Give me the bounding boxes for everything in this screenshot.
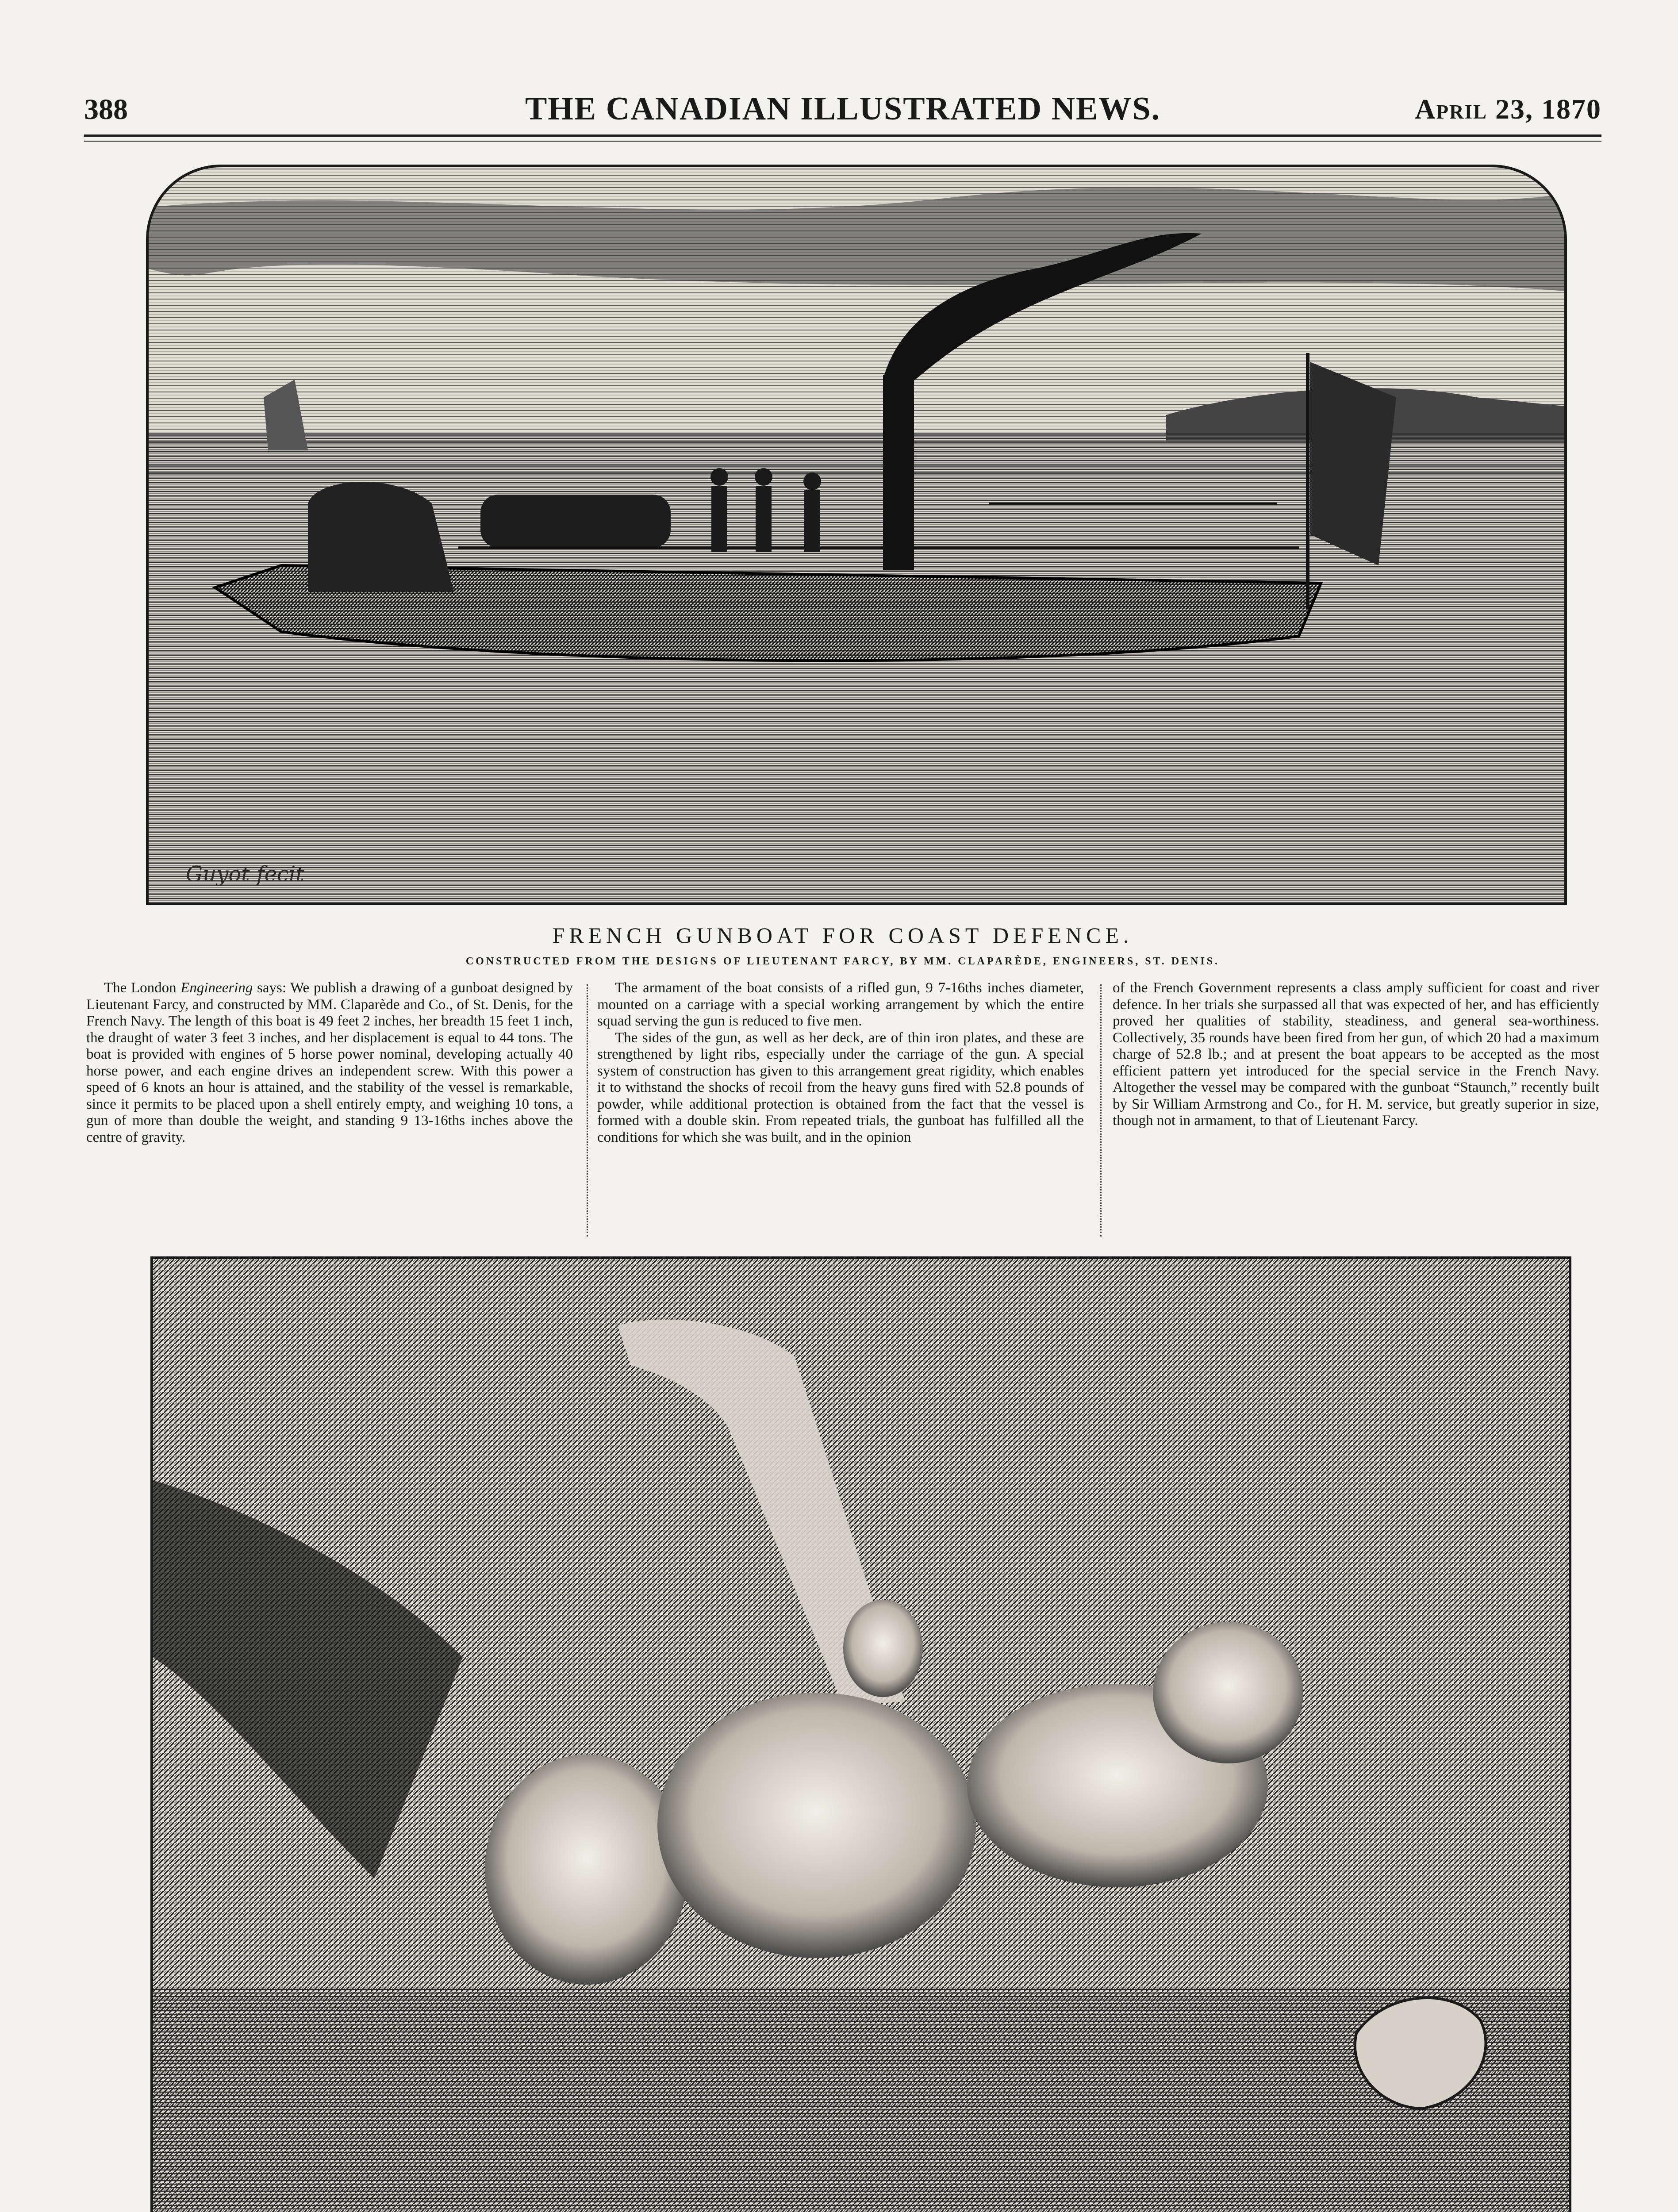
duckling-center: [657, 1693, 976, 1958]
gunboat-caption: FRENCH GUNBOAT FOR COAST DEFENCE.: [552, 923, 1133, 948]
article-paragraph: [86, 980, 573, 1146]
muddy-ground: [153, 1989, 1569, 2212]
newspaper-title: THE CANADIAN ILLUSTRATED NEWS.: [525, 91, 1161, 127]
gunboat-illustration: [149, 167, 1564, 902]
article-lead: The London: [104, 980, 181, 996]
article-column-1: [86, 980, 573, 1146]
duckling-center-head: [843, 1600, 923, 1697]
article-paragraph: The armament of the boat consists of a rifled gun, 9 7-16ths inches diameter, mounted on a carriage with a special working arrangement by which the entire squad serving the gun is reduced to five men.: [597, 980, 1084, 1029]
masthead-rule: [84, 134, 1601, 137]
source-publication: Engineering: [180, 980, 253, 996]
article-paragraph: of the French Government represents a class amply sufficient for coast and river defence. In her trials she surpassed all that was expected of her, and has efficiently proved her qualities of stability, steadiness, and general sea-worthiness. Collectively, 35 rounds have been fired from her gun, of which 20 had a maximum charge of 52.8 lb.; and at present the boat appears to be accepted as the most efficient pattern yet introduced for the special service in the French Navy. Altogether the vessel may be compared with the gunboat “Staunch,” recently built by Sir William Armstrong and Co., for H. M. service, but greatly superior in size, though not in armament, to that of Lieutenant Farcy.: [1113, 980, 1599, 1129]
article-column-2: [597, 980, 1084, 1146]
duckling-left: [485, 1755, 688, 1985]
article-paragraph: The sides of the gun, as well as her deck, are of thin iron plates, and these are strengthened by light ribs, especially under the carriage of the gun. A special system of construction has given to this arrangement great rigidity, which enables it to withstand the shocks of recoil from the heavy guns fired with 52.8 pounds of powder, while additional protection is obtained from the fact that the vessel is formed with a double skin. From repeated trials, the gunboat has fulfilled all the conditions for which she was built, and in the opinion: [597, 1029, 1084, 1145]
article-text: says: We publish a drawing of a gunboat designed by Lieutenant Farcy, and constructed by MM. Claparède and Co., of St. Denis, for the French Navy. The length of this boat is 49 feet 2 inches, her breadth 15 feet 1 inch, the draught of water 3 feet 3 inches, and her displacement is equal to 44 tons. The boat is provided with engines of 5 horse power nominal, developing actually 40 horse power, and each engine drives an independent screw. With this power a speed of 6 knots an hour is attained, and the stability of the vessel is remarkable, since it permits to be placed upon a shell entirely empty, and weighing 10 tons, a gun of more than double the weight, and standing 9 13-16ths inches above the centre of gravity.: [86, 980, 573, 1145]
issue-date: April 23, 1870: [1415, 93, 1601, 125]
article-column-3: [1113, 980, 1599, 1129]
page-number: 388: [84, 93, 128, 126]
funnel: [883, 375, 914, 570]
masthead: [84, 84, 1601, 137]
crew-figures: [710, 468, 821, 552]
gunboat-engraving: [146, 165, 1567, 905]
duckling-far-right: [1153, 1622, 1303, 1763]
gunboat-subcaption: CONSTRUCTED FROM THE DESIGNS OF LIEUTENANT FARCY, BY MM. CLAPARÈDE, ENGINEERS, ST. DENIS.: [465, 956, 1220, 967]
gun-barrel: [480, 495, 671, 548]
column-divider: [587, 984, 588, 1237]
ducklings-engraving: [150, 1256, 1571, 2212]
ducklings-illustration: [153, 1259, 1569, 2212]
masthead-rule-thin: [84, 141, 1601, 142]
engraver-signature: Guyot fecit: [186, 862, 304, 887]
column-divider: [1100, 984, 1102, 1237]
